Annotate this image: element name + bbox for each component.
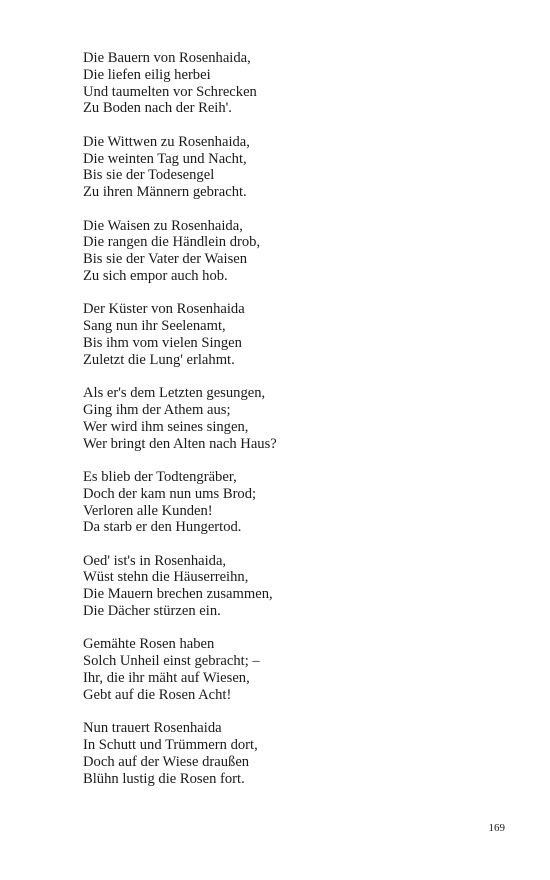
poem-line: Es blieb der Todtengräber, <box>83 468 237 485</box>
poem-line: Wer bringt den Alten nach Haus? <box>83 435 277 452</box>
poem-line: Doch der kam nun ums Brod; <box>83 485 257 502</box>
poem-line: Da starb er den Hungertod. <box>83 519 242 536</box>
stanza <box>83 469 503 536</box>
poem-line: Der Küster von Rosenhaida <box>83 301 245 318</box>
poem-line: Solch Unheil einst gebracht; – <box>83 653 260 670</box>
poem-line: Nun trauert Rosenhaida <box>83 720 222 737</box>
poem-line: Bis ihm vom vielen Singen <box>83 334 242 351</box>
poem-line: Die Dächer stürzen ein. <box>83 603 221 620</box>
stanza <box>83 553 503 620</box>
poem-line: Und taumelten vor Schrecken <box>83 83 257 100</box>
stanza <box>83 50 503 117</box>
poem-line: Bis sie der Vater der Waisen <box>83 251 248 268</box>
poem-line: Wüst stehn die Häuserreihn, <box>83 569 249 586</box>
poem-line: Sang nun ihr Seelenamt, <box>83 318 226 335</box>
poem-line: Die Waisen zu Rosenhaida, <box>83 217 243 234</box>
poem-line: Doch auf der Wiese draußen <box>83 753 250 770</box>
poem-line: Die rangen die Händlein drob, <box>83 234 261 251</box>
poem-line: Ging ihm der Athem aus; <box>83 401 231 418</box>
poem-body <box>83 50 503 804</box>
poem-line: Blühn lustig die Rosen fort. <box>83 770 245 787</box>
poem-line: Als er's dem Letzten gesungen, <box>83 385 266 402</box>
poem-line: Die weinten Tag und Nacht, <box>83 150 247 167</box>
poem-line: Gemähte Rosen haben <box>83 636 215 653</box>
poem-line: Die liefen eilig herbei <box>83 66 211 83</box>
stanza <box>83 385 503 452</box>
stanza <box>83 218 503 285</box>
poem-line: Wer wird ihm seines singen, <box>83 418 249 435</box>
poem-line: Ihr, die ihr mäht auf Wiesen, <box>83 670 250 687</box>
stanza <box>83 720 503 787</box>
poem-line: Oed' ist's in Rosenhaida, <box>83 552 227 569</box>
poem-line: Gebt auf die Rosen Acht! <box>83 686 232 703</box>
poem-line: Zu sich empor auch hob. <box>83 267 228 284</box>
poem-line: Zu ihren Männern gebracht. <box>83 184 247 201</box>
stanza <box>83 636 503 703</box>
poem-line: Zu Boden nach der Reih'. <box>83 100 232 117</box>
stanza <box>83 134 503 201</box>
poem-line: Bis sie der Todesengel <box>83 167 215 184</box>
poem-line: Die Mauern brechen zusammen, <box>83 586 273 603</box>
poem-line: Verloren alle Kunden! <box>83 502 213 519</box>
page-number: 169 <box>488 822 505 834</box>
poem-line: Die Bauern von Rosenhaida, <box>83 50 251 66</box>
poem-line: Die Wittwen zu Rosenhaida, <box>83 133 250 150</box>
poem-line: Zuletzt die Lung' erlahmt. <box>83 351 235 368</box>
poem-line: In Schutt und Trümmern dort, <box>83 737 258 754</box>
stanza <box>83 301 503 368</box>
